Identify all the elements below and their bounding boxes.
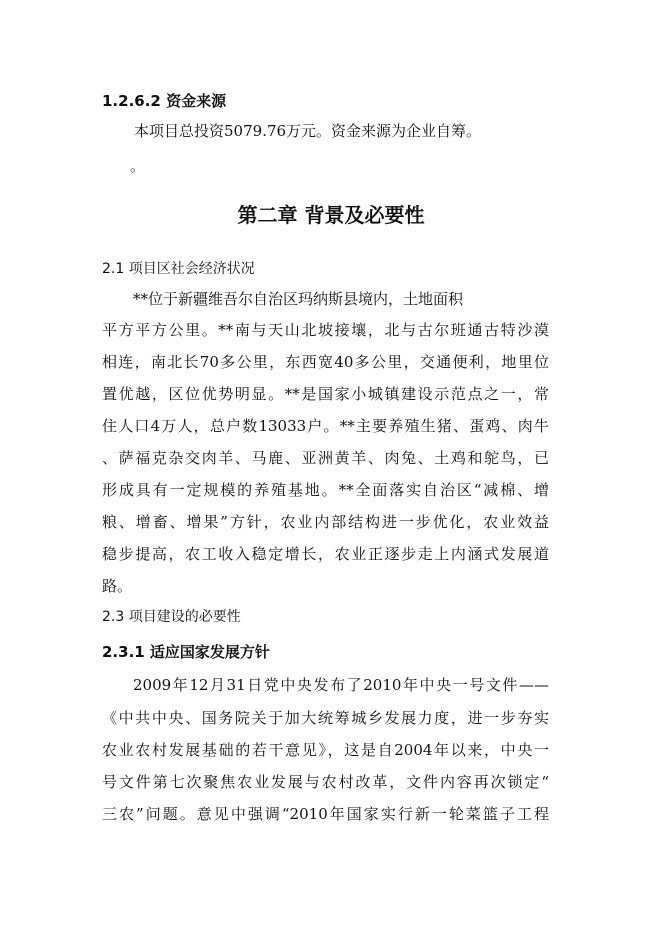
heading-2-3: 2.3 项目建设的必要性 — [102, 609, 241, 625]
paragraph-line: 稳步提高，农工收入稳定增长，农业正逐步走上内涵式发展道 — [102, 545, 549, 563]
paragraph-funding-source: 本项目总投资5079.76万元。资金来源为企业自筹。 — [134, 122, 482, 140]
chapter-title: 第二章 背景及必要性 — [237, 203, 425, 227]
paragraph-line: 粮、增畜、增果”方针，农业内部结构进一步优化，农业效益 — [102, 513, 549, 531]
paragraph-line: 、萨福克杂交肉羊、马鹿、亚洲黄羊、肉兔、土鸡和鸵鸟，已 — [102, 449, 549, 467]
paragraph-line: 《中共中央、国务院关于加大统筹城乡发展力度，进一步夯实 — [102, 709, 549, 727]
paragraph-line: 号文件第七次聚焦农业发展与农村改革，文件内容再次锁定“ — [102, 773, 549, 791]
paragraph-line: 农业农村发展基础的若干意见》，这是自2004年以来，中央一 — [102, 741, 549, 759]
paragraph-line: 2009年12月31日党中央发布了2010年中央一号文件—— — [133, 676, 549, 694]
paragraph-line: 形成具有一定规模的养殖基地。**全面落实自治区“减棉、增 — [102, 481, 549, 499]
heading-2-3-1: 2.3.1 适应国家发展方针 — [102, 643, 270, 661]
paragraph-line: **位于新疆维吾尔自治区玛纳斯县境内，土地面积 — [133, 290, 464, 308]
heading-2-1: 2.1 项目区社会经济状况 — [102, 261, 255, 277]
paragraph-line: 置优越，区位优势明显。**是国家小城镇建设示范点之一，常 — [102, 385, 549, 403]
paragraph-line: 相连，南北长70多公里，东西宽40多公里，交通便利，地里位 — [102, 353, 549, 371]
paragraph-line: 路。 — [102, 577, 133, 595]
paragraph-line: 住人口4万人，总户数13033户。**主要养殖生猪、蛋鸡、肉牛 — [102, 417, 549, 435]
paragraph-line: 平方平方公里。**南与天山北坡接壤，北与古尔班通古特沙漠 — [102, 321, 549, 339]
stray-period-mark: 。 — [130, 157, 146, 175]
paragraph-line: 三农”问题。意见中强调“2010年国家实行新一轮菜篮子工程 — [102, 805, 549, 823]
heading-1-2-6-2: 1.2.6.2 资金来源 — [102, 92, 227, 110]
